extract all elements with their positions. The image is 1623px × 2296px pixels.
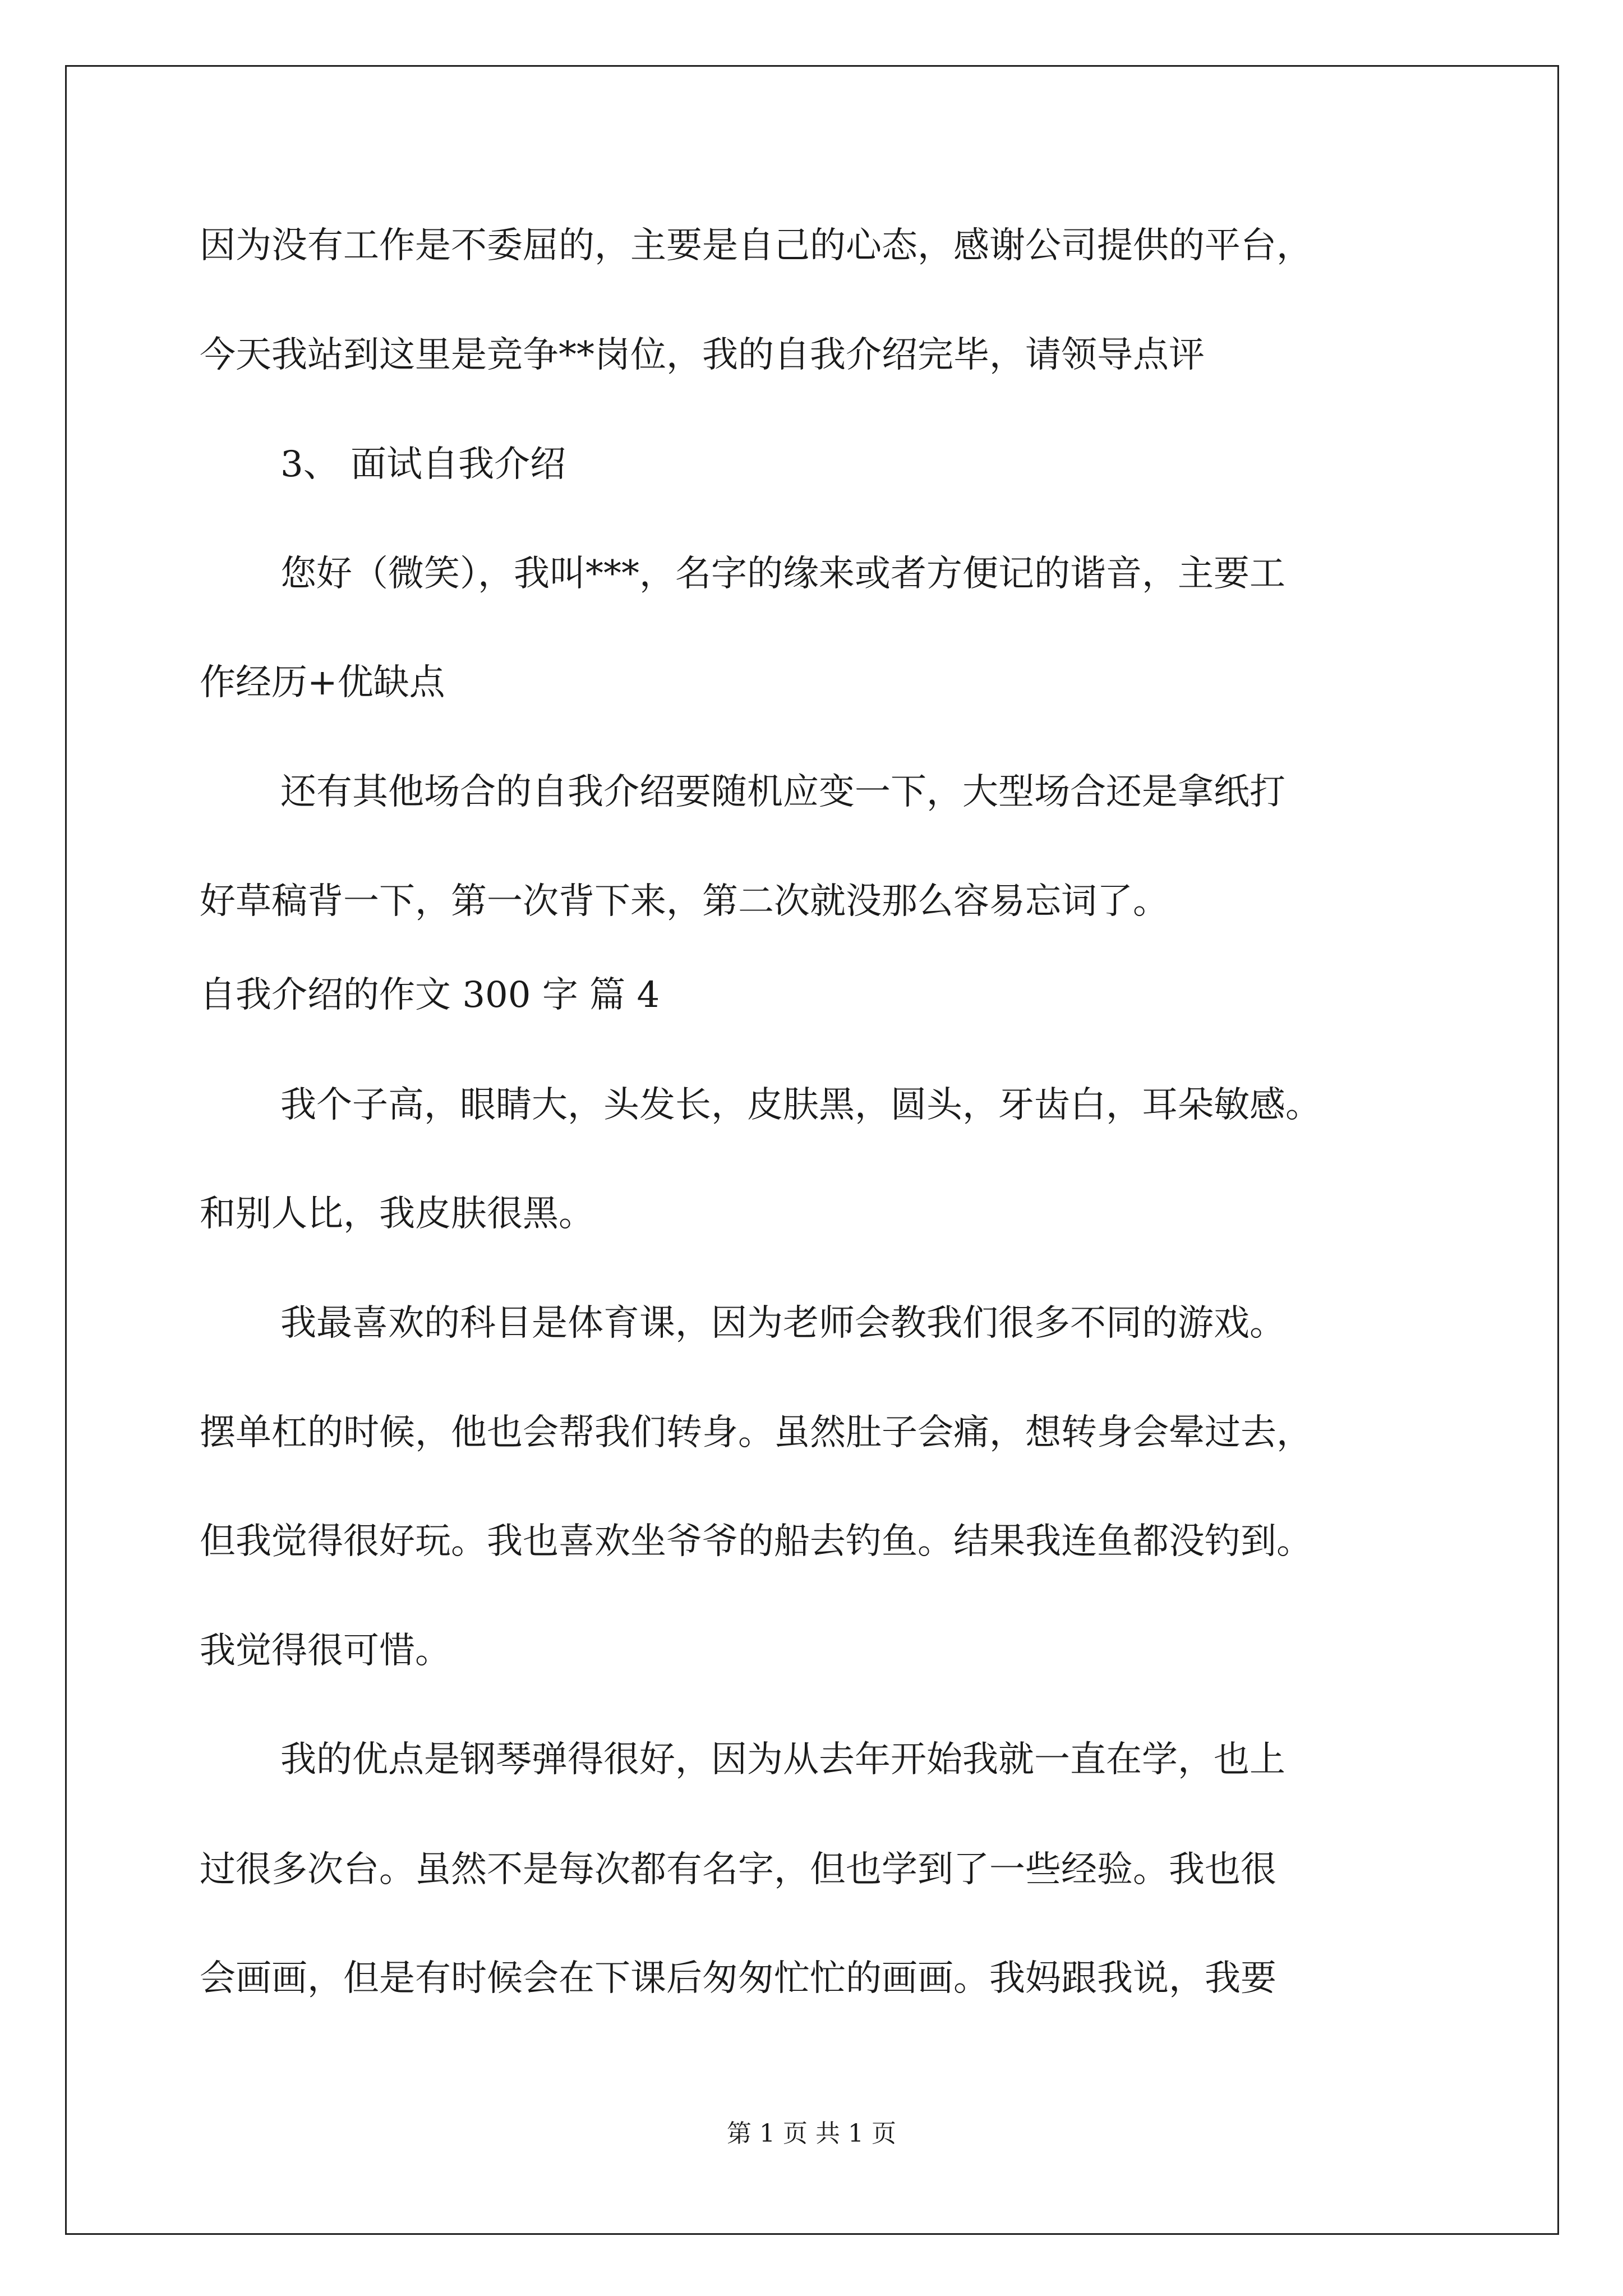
- paragraph-start: 我的优点是钢琴弹得很好，因为从去年开始我就一直在学，也上: [280, 1739, 1285, 1780]
- paragraph-start: 我最喜欢的科目是体育课，因为老师会教我们很多不同的游戏。: [280, 1303, 1285, 1344]
- text-line: 过很多次台。虽然不是每次都有名字，但也学到了一些经验。我也很: [200, 1849, 1276, 1890]
- page-border: [65, 65, 1559, 2235]
- paragraph-start: 您好（微笑），我叫***，名字的缘来或者方便记的谐音，主要工: [280, 553, 1285, 595]
- text-line: 会画画，但是有时候会在下课后匆匆忙忙的画画。我妈跟我说，我要: [200, 1958, 1276, 1999]
- text-line: 我觉得很可惜。: [200, 1630, 451, 1672]
- section-heading: 3、 面试自我介绍: [280, 444, 566, 485]
- text-line: 因为没有工作是不委屈的，主要是自己的心态，感谢公司提供的平台，: [200, 225, 1312, 266]
- text-line: 作经历+优缺点: [200, 662, 445, 703]
- page-number: 第 1 页 共 1 页: [727, 2119, 896, 2148]
- text-line: 摆单杠的时候，他也会帮我们转身。虽然肚子会痛，想转身会晕过去，: [200, 1412, 1312, 1453]
- text-line: 但我觉得很好玩。我也喜欢坐爷爷的船去钓鱼。结果我连鱼都没钓到。: [200, 1521, 1312, 1562]
- text-line: 和别人比，我皮肤很黑。: [200, 1193, 594, 1235]
- paragraph-start: 还有其他场合的自我介绍要随机应变一下，大型场合还是拿纸打: [280, 771, 1285, 813]
- paragraph-start: 我个子高，眼睛大，头发长，皮肤黑，圆头，牙齿白，耳朵敏感。: [280, 1084, 1321, 1126]
- text-line: 好草稿背一下，第一次背下来，第二次就没那么容易忘词了。: [200, 881, 1169, 922]
- text-line: 今天我站到这里是竞争**岗位，我的自我介绍完毕，请领导点评: [200, 334, 1205, 376]
- article-title: 自我介绍的作文 300 字 篇 4: [200, 974, 660, 1016]
